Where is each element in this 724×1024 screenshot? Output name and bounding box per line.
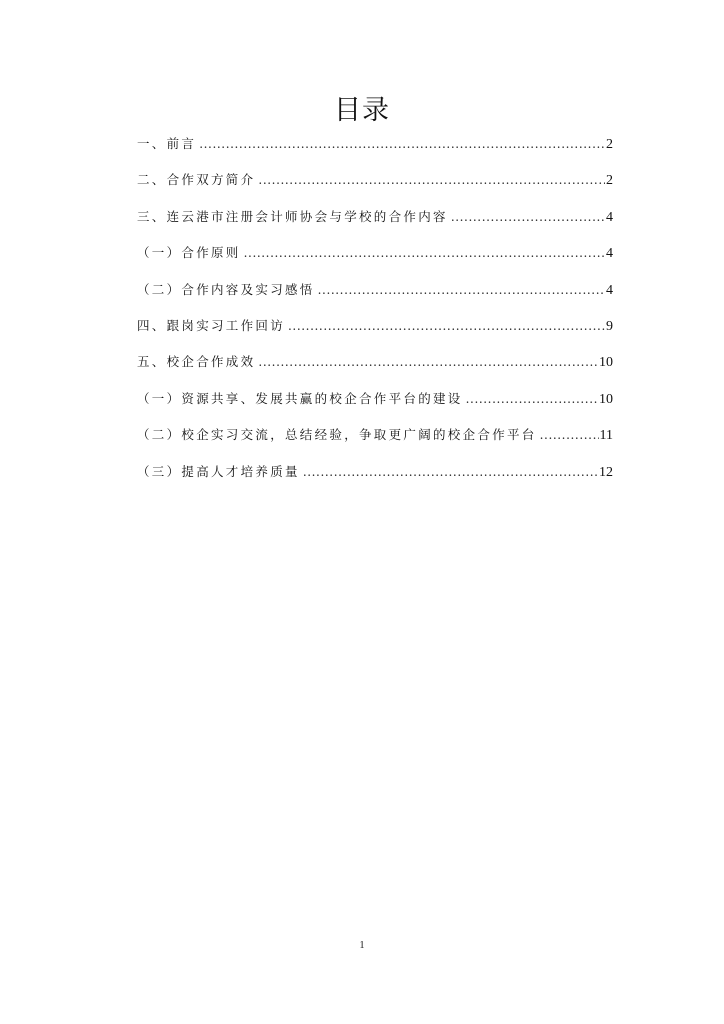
toc-leader-dots — [258, 355, 598, 369]
toc-entry-page: 12 — [599, 464, 613, 480]
page-number-footer: 1 — [359, 940, 365, 951]
toc-leader-dots — [318, 283, 605, 297]
toc-entry-label: 四、跟岗实习工作回访 — [137, 317, 286, 333]
toc-entry[interactable] — [137, 280, 613, 316]
toc-leader-dots — [303, 465, 598, 479]
toc-entry-label: 五、校企合作成效 — [137, 354, 256, 370]
toc-entry-label: （二）校企实习交流，总结经验，争取更广阔的校企合作平台 — [137, 427, 537, 443]
toc-entry-label: 二、合作双方简介 — [137, 172, 256, 188]
toc-entry[interactable] — [137, 170, 613, 206]
toc-leader-dots — [244, 246, 605, 260]
toc-entry-page: 2 — [606, 173, 613, 189]
toc-entry-page: 2 — [606, 137, 613, 152]
toc-leader-dots — [466, 392, 598, 406]
toc-entry-page: 4 — [606, 209, 613, 225]
toc-entry-page: 4 — [606, 282, 613, 298]
toc-entry[interactable] — [137, 425, 613, 461]
toc-entry-page: 9 — [606, 318, 613, 334]
toc-entry-page: 4 — [606, 246, 613, 262]
toc-entry-label: （三）提高人才培养质量 — [137, 463, 300, 479]
toc-entry-label: （二）合作内容及实习感悟 — [137, 281, 315, 297]
toc-entry[interactable] — [137, 462, 613, 498]
toc-entry-label: （一）合作原则 — [137, 245, 241, 261]
toc-leader-dots — [540, 428, 599, 442]
toc-leader-dots — [199, 137, 605, 151]
toc-leader-dots — [288, 319, 605, 333]
toc-entry-label: 三、连云港市注册会计师协会与学校的合作内容 — [137, 208, 448, 224]
toc-entry[interactable] — [137, 389, 613, 425]
toc-entry-label: 一、前言 — [137, 136, 197, 151]
toc-entry[interactable] — [137, 134, 613, 170]
page-title: 目录 — [334, 95, 390, 126]
toc-leader-dots — [258, 173, 605, 187]
toc-entry[interactable] — [137, 316, 613, 352]
toc-entry[interactable] — [137, 352, 613, 388]
toc-entry-page: 10 — [599, 355, 613, 371]
toc-entry-page: 10 — [599, 391, 613, 407]
toc-entry[interactable] — [137, 207, 613, 243]
table-of-contents — [137, 134, 613, 498]
toc-entry[interactable] — [137, 243, 613, 279]
toc-leader-dots — [451, 210, 605, 224]
toc-entry-label: （一）资源共享、发展共赢的校企合作平台的建设 — [137, 390, 463, 406]
toc-entry-page: 11 — [599, 428, 613, 444]
